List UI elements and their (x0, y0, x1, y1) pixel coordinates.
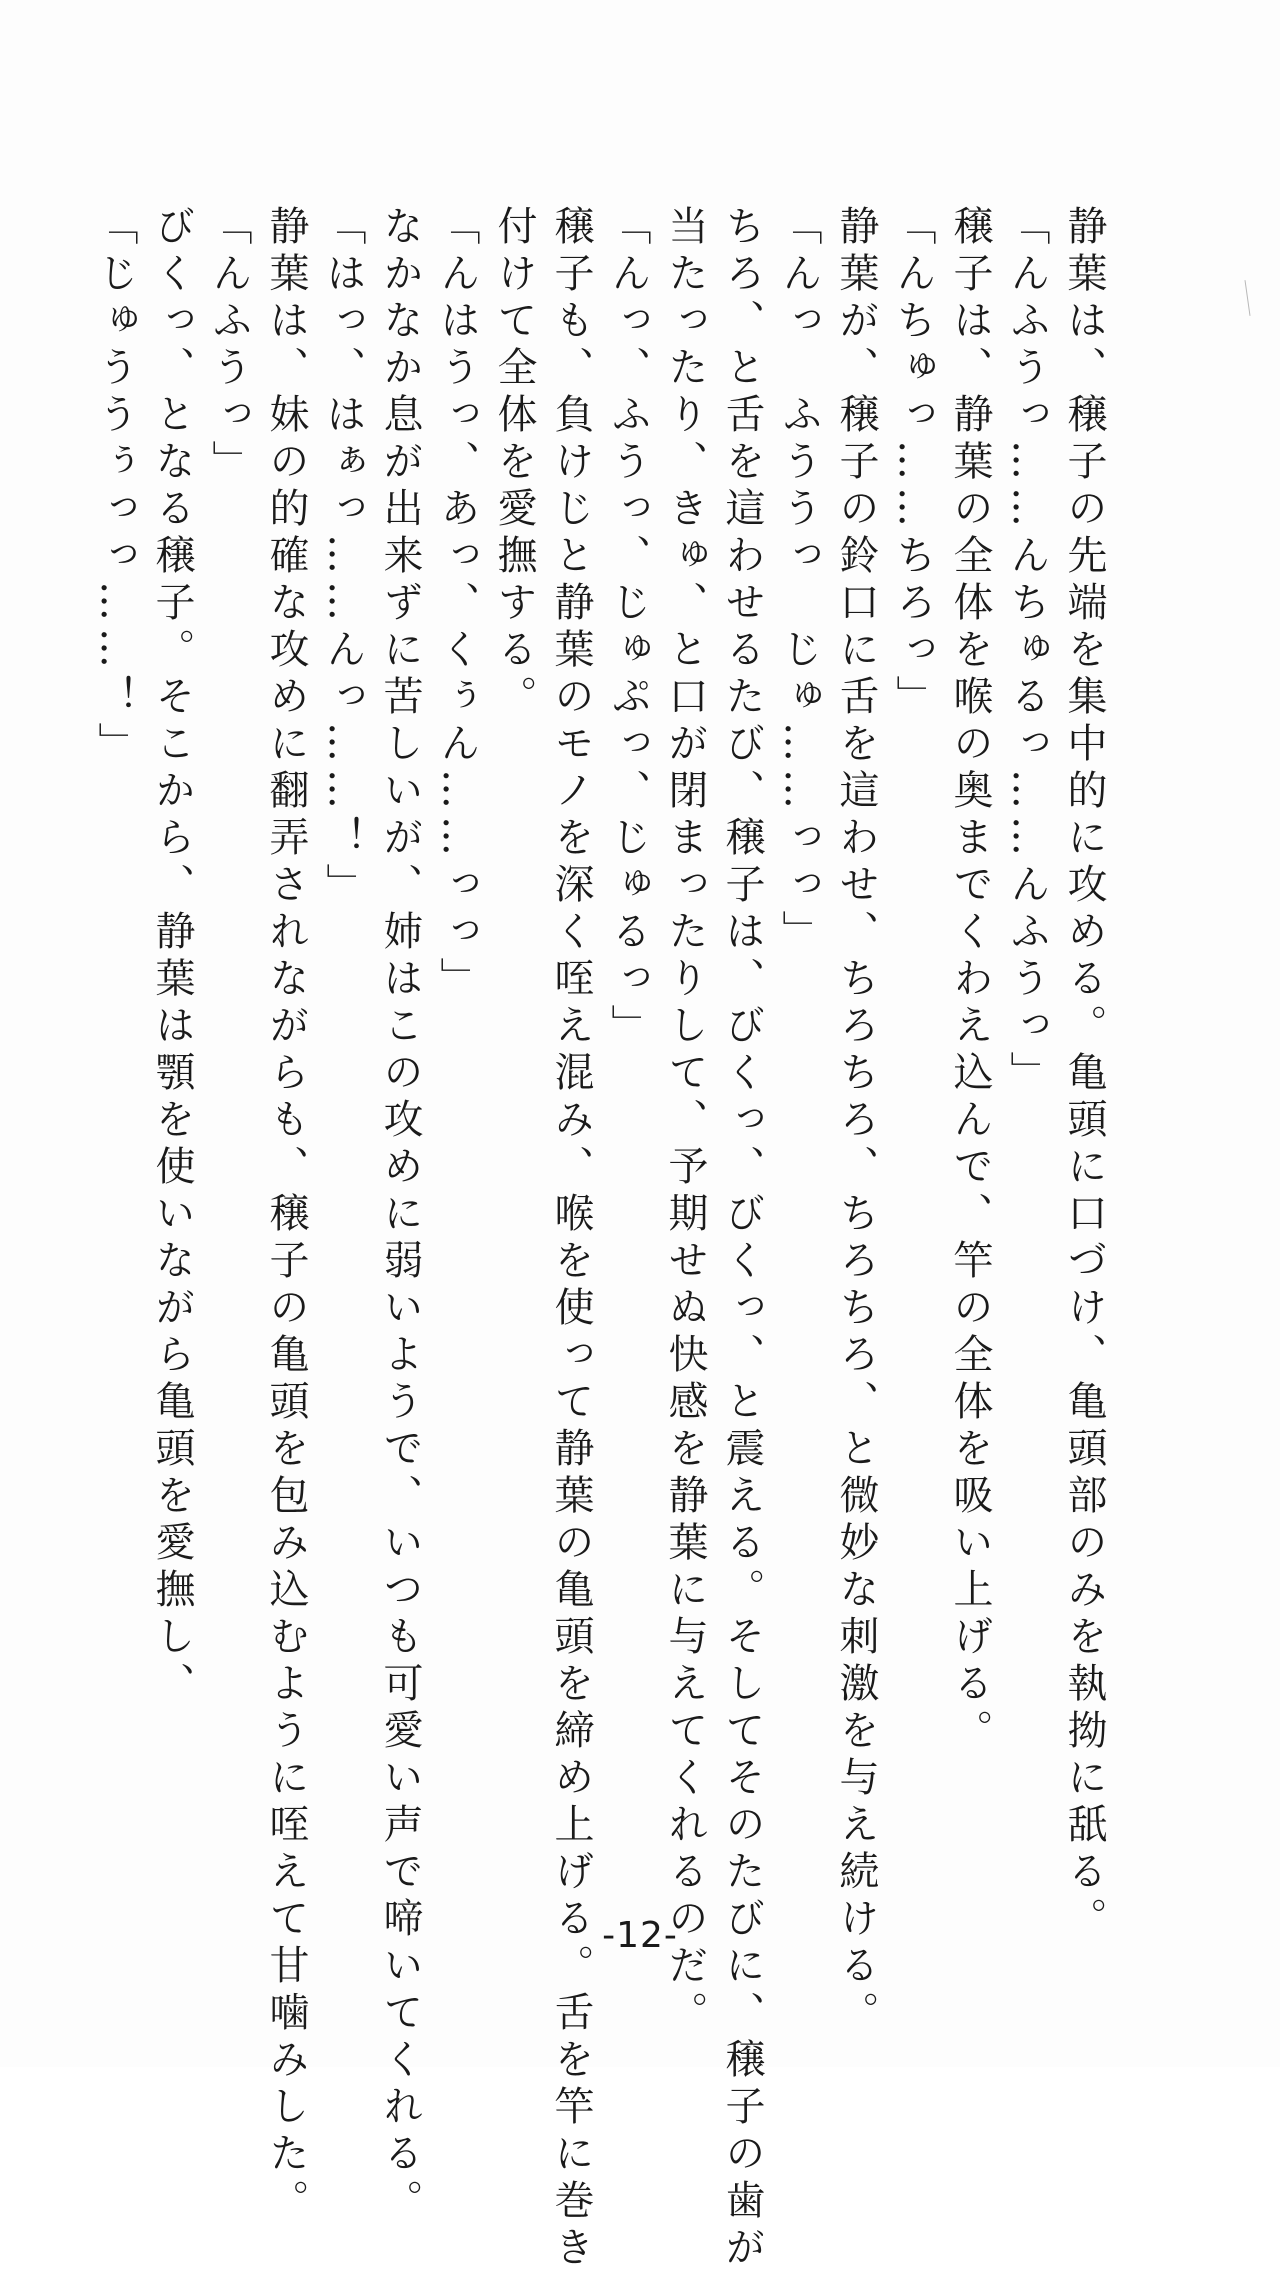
text-line: 「んはうっ、あっ、くぅん……っっ」 (434, 205, 480, 1004)
text-line: 静葉が、穣子の鈴口に舌を這わせ、ちろちろ、ちろちろ、と微妙な刺激を与え続ける。 (833, 205, 879, 2038)
text-line: 穣子は、静葉の全体を喉の奥までくわえ込んで、竿の全体を吸い上げる。 (947, 205, 993, 1756)
text-line: 「んっ ふううっ じゅ……っっ」 (776, 205, 822, 957)
text-line: 付けて全体を愛撫する。 (491, 205, 537, 722)
text-line: 静葉は、穣子の先端を集中的に攻める。亀頭に口づけ、亀頭部のみを執拗に舐る。 (1061, 205, 1107, 1944)
text-line: 「んふうっ」 (206, 205, 252, 487)
text-line: 静葉は、妹の的確な攻めに翻弄されながらも、穣子の亀頭を包み込むように咥えて甘噛みした。 (263, 205, 309, 2226)
text-line: 「はっ、はぁっ……んっ……！」 (320, 205, 366, 910)
text-line: 「んふうっ……んちゅるっ……んふうっ」 (1004, 205, 1050, 1098)
text-line: 当たったり、きゅ、と口が閉まったりして、予期せぬ快感を静葉に与えてくれるのだ。 (662, 205, 708, 2038)
text-line: 「んちゅっ……ちろっ」 (890, 205, 936, 722)
text-line: 「じゅううぅっっ……！」 (92, 205, 138, 769)
text-line: なかなか息が出来ずに苦しいが、姉はこの攻めに弱いようで、いつも可愛い声で啼いてくれる。 (377, 205, 423, 2226)
text-line: びくっ、となる穣子。そこから、静葉は顎を使いながら亀頭を愛撫し、 (149, 205, 195, 1709)
text-line: 穣子も、負けじと静葉のモノを深く咥え混み、喉を使って静葉の亀頭を締め上げる。舌を竿に巻き (548, 205, 594, 2273)
text-line: ちろ、と舌を這わせるたび、穣子は、びくっ、びくっ、と震える。そしてそのたびに、穣子の歯が (719, 205, 765, 2273)
page-number: -12- (602, 1915, 678, 1956)
text-line: 「んっ、ふうっ、じゅぷっ、じゅるっ」 (605, 205, 651, 1051)
scan-speck (1244, 280, 1250, 316)
